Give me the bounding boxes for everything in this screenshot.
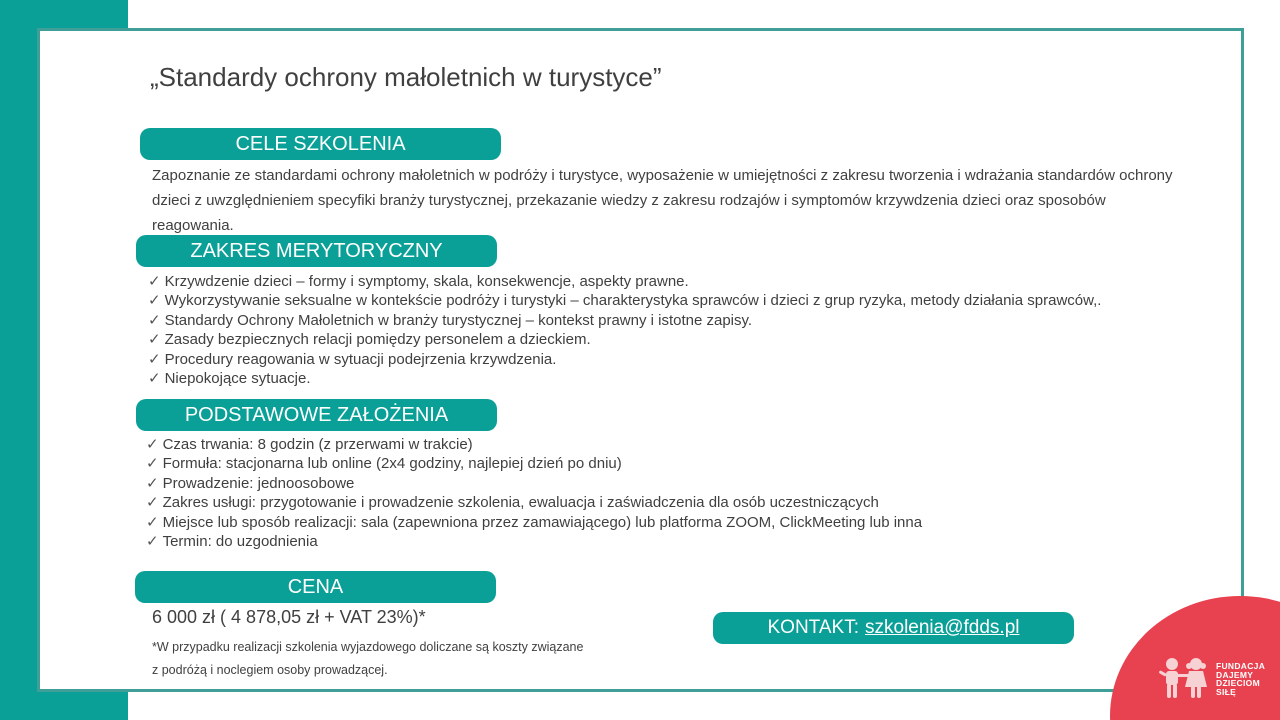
price-value: 6 000 zł ( 4 878,05 zł + VAT 23%)* bbox=[152, 607, 426, 627]
sidebar-label: OFERTA bbox=[45, 277, 90, 443]
zalozenia-list bbox=[146, 435, 922, 551]
list-item: ✓ Zasady bezpiecznych relacji pomiędzy personelem a dzieckiem. bbox=[148, 331, 591, 349]
logo-text: FUNDACJA DAJEMY DZIECIOM SIŁĘ bbox=[1216, 661, 1266, 697]
section-heading-cena: CENA bbox=[135, 571, 496, 603]
check-icon: ✓ bbox=[146, 436, 159, 453]
cele-description: Zapoznanie ze standardami ochrony małoletnich w podróży i turystyce, wyposażenie w umiejętności z zakresu tworzenia i wdrażania standardów ochrony dzieci z uwzględnieniem specyfiki branży turystycznej, przekazanie wiedzy z zakresu rodzajów i symptomów krzywdzenia dzieci oraz sposobów reagowania. bbox=[152, 167, 1173, 234]
section-heading-zakres: ZAKRES MERYTORYCZNY bbox=[136, 235, 497, 267]
check-icon: ✓ bbox=[146, 533, 159, 551]
section-heading-zalozenia: PODSTAWOWE ZAŁOŻENIA bbox=[136, 399, 497, 431]
list-item: ✓ Prowadzenie: jednoosobowe bbox=[146, 474, 355, 492]
list-item: ✓ Termin: do uzgodnienia bbox=[146, 533, 318, 551]
page-title: „Standardy ochrony małoletnich w turystyce” bbox=[150, 62, 662, 92]
contact-email-link[interactable]: szkolenia@fdds.pl bbox=[865, 617, 1020, 638]
contact-label: KONTAKT: bbox=[767, 617, 859, 638]
check-icon: ✓ bbox=[148, 292, 161, 310]
check-icon: ✓ bbox=[146, 455, 159, 473]
list-item: ✓ Formuła: stacjonarna lub online (2x4 godziny, najlepiej dzień po dniu) bbox=[146, 455, 622, 473]
price-note bbox=[152, 636, 622, 682]
list-item: ✓ Krzywdzenie dzieci – formy i symptomy, skala, konsekwencje, aspekty prawne. bbox=[148, 273, 689, 290]
check-icon: ✓ bbox=[146, 474, 159, 492]
check-icon: ✓ bbox=[146, 494, 159, 512]
list-item: ✓ Wykorzystywanie seksualne w kontekście podróży i turystyki – charakterystyka sprawców i dzieci z grup ryzyka, metody działania sprawców,. bbox=[148, 292, 1102, 310]
list-item: ✓ Niepokojące sytuacje. bbox=[148, 370, 311, 388]
list-item: ✓ Zakres usługi: przygotowanie i prowadzenie szkolenia, ewaluacja i zaświadczenia dla osób uczestniczących bbox=[146, 494, 879, 512]
section-heading-cele: CELE SZKOLENIA bbox=[140, 128, 501, 160]
foundation-logo bbox=[1158, 656, 1265, 702]
zakres-list bbox=[148, 272, 1101, 388]
contact-pill bbox=[713, 612, 1074, 644]
check-icon: ✓ bbox=[148, 331, 161, 349]
list-item: ✓ Miejsce lub sposób realizacji: sala (zapewniona przez zamawiającego) lub platforma ZOOM, ClickMeeting lub inna bbox=[146, 513, 923, 531]
children-figures-icon bbox=[1158, 656, 1210, 702]
price-note-line: *W przypadku realizacji szkolenia wyjazdowego doliczane są koszty związane bbox=[152, 640, 584, 654]
check-icon: ✓ bbox=[148, 350, 161, 368]
check-icon: ✓ bbox=[148, 311, 161, 329]
price-note-line: z podróżą i noclegiem osoby prowadzącej. bbox=[152, 663, 388, 677]
check-icon: ✓ bbox=[146, 513, 159, 531]
list-item: ✓ Standardy Ochrony Małoletnich w branży turystycznej – kontekst prawny i istotne zapisy. bbox=[148, 311, 753, 329]
check-icon: ✓ bbox=[148, 370, 161, 388]
list-item: ✓ Procedury reagowania w sytuacji podejrzenia krzywdzenia. bbox=[148, 350, 557, 368]
check-icon: ✓ bbox=[148, 273, 161, 290]
list-item: ✓ Czas trwania: 8 godzin (z przerwami w trakcie) bbox=[146, 436, 473, 453]
